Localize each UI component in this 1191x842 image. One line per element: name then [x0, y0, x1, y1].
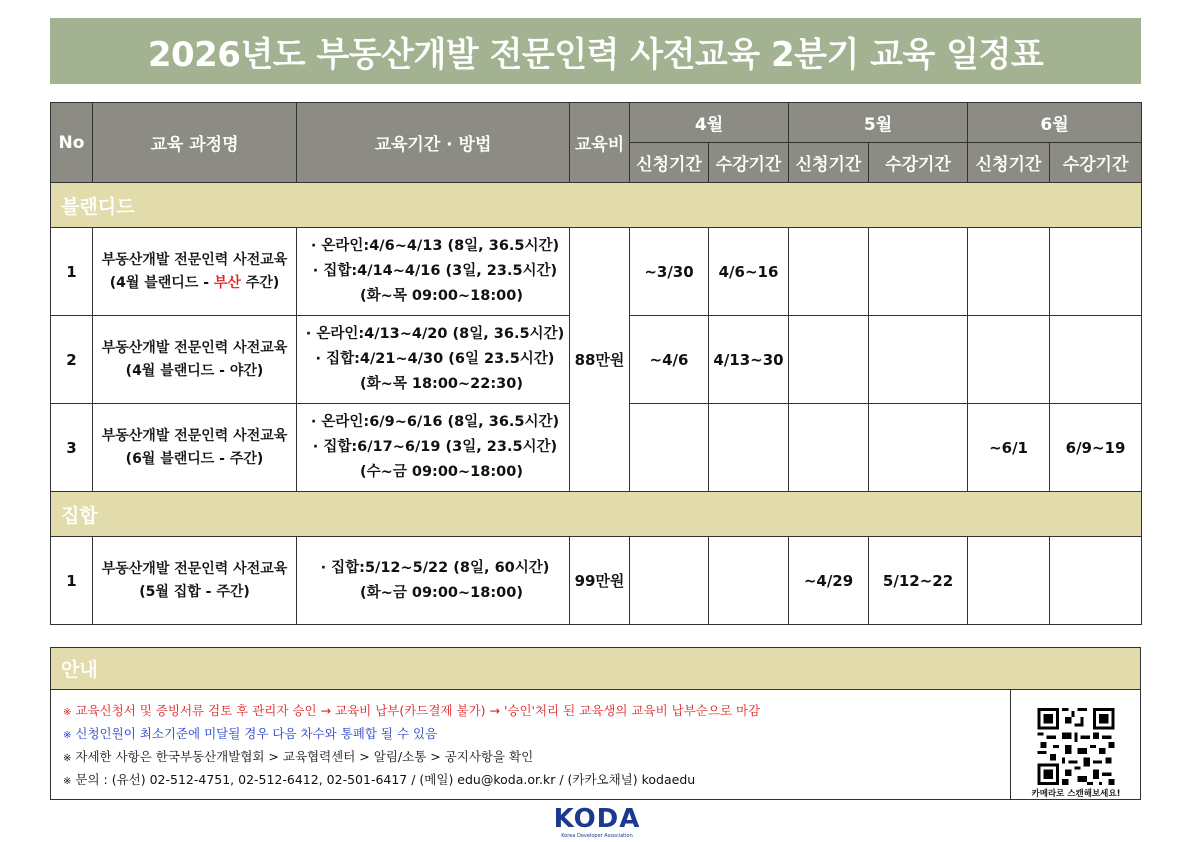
jun-attend-cell	[1050, 316, 1142, 404]
course-period: · 온라인:6/9~6/16 (8일, 36.5시간) · 집합:6/17~6/19 (3일, 23.5시간) (수~금 09:00~18:00)	[297, 404, 570, 492]
header-month-may: 5월	[789, 103, 968, 143]
notice-item: ※ 교육신청서 및 증빙서류 검토 후 관리자 승인 → 교육비 납부(카드결제 불가) → '승인'처리 된 교육생의 교육비 납부순으로 마감	[63, 703, 761, 718]
notice-box	[50, 647, 1141, 800]
header-month-april: 4월	[630, 103, 789, 143]
may-apply-cell	[789, 404, 869, 492]
jun-apply-cell	[968, 537, 1050, 625]
header-apply: 신청기간	[789, 143, 869, 183]
apr-apply-cell: ~3/30	[630, 228, 709, 316]
apr-apply-cell	[630, 537, 709, 625]
row-no: 1	[51, 228, 93, 316]
header-attend: 수강기간	[1050, 143, 1142, 183]
course-period: · 집합:5/12~5/22 (8일, 60시간) (화~금 09:00~18:00)	[297, 537, 570, 625]
may-apply-cell	[789, 316, 869, 404]
notice-item: ※ 자세한 사항은 한국부동산개발협회 > 교육협력센터 > 알림/소통 > 공지사항을 확인	[63, 749, 534, 764]
jun-apply-cell: ~6/1	[968, 404, 1050, 492]
row-no: 2	[51, 316, 93, 404]
qr-caption: 카메라로 스캔해보세요!	[1031, 789, 1121, 799]
course-period: · 온라인:4/6~4/13 (8일, 36.5시간) · 집합:4/14~4/16 (3일, 23.5시간) (화~목 09:00~18:00)	[297, 228, 570, 316]
may-attend-cell: 5/12~22	[869, 537, 968, 625]
table-row	[51, 537, 1142, 625]
apr-attend-cell: 4/6~16	[709, 228, 789, 316]
header-period: 교육기간 · 방법	[297, 103, 570, 183]
may-apply-cell: ~4/29	[789, 537, 869, 625]
section-heading: 집합	[51, 492, 1142, 537]
apr-attend-cell	[709, 404, 789, 492]
page-title: 2026년도 부동산개발 전문인력 사전교육 2분기 교육 일정표	[50, 18, 1141, 84]
header-apply: 신청기간	[968, 143, 1050, 183]
header-no: No	[51, 103, 93, 183]
table-row	[51, 228, 1142, 316]
header-attend: 수강기간	[709, 143, 789, 183]
koda-logo	[552, 806, 642, 838]
jun-attend-cell	[1050, 537, 1142, 625]
course-fee: 88만원	[570, 228, 630, 492]
header-fee: 교육비	[570, 103, 630, 183]
course-name: 부동산개발 전문인력 사전교육 (4월 블랜디드 - 야간)	[93, 316, 297, 404]
course-location-highlight: 부산	[213, 274, 241, 291]
logo-subtitle: Korea Developer Association	[561, 833, 633, 839]
header-course: 교육 과정명	[93, 103, 297, 183]
course-fee: 99만원	[570, 537, 630, 625]
row-no: 1	[51, 537, 93, 625]
notice-item: ※ 문의 : (유선) 02-512-4751, 02-512-6412, 02-501-6417 / (메일) edu@koda.or.kr / (카카오채널) kodaedu	[63, 772, 696, 787]
qr-code-icon[interactable]	[1035, 708, 1117, 785]
jun-attend-cell	[1050, 228, 1142, 316]
may-attend-cell	[869, 228, 968, 316]
jun-apply-cell	[968, 228, 1050, 316]
header-apply: 신청기간	[630, 143, 709, 183]
course-name: 부동산개발 전문인력 사전교육 (4월 블랜디드 - 부산 주간)	[93, 228, 297, 316]
logo-text: KODA	[553, 804, 641, 834]
notice-list	[63, 699, 1008, 791]
course-name: 부동산개발 전문인력 사전교육 (6월 블랜디드 - 주간)	[93, 404, 297, 492]
may-attend-cell	[869, 316, 968, 404]
notice-heading: 안내	[51, 648, 1140, 690]
apr-attend-cell: 4/13~30	[709, 316, 789, 404]
may-apply-cell	[789, 228, 869, 316]
may-attend-cell	[869, 404, 968, 492]
header-attend: 수강기간	[869, 143, 968, 183]
schedule-table	[50, 102, 1142, 625]
jun-apply-cell	[968, 316, 1050, 404]
section-heading: 블랜디드	[51, 183, 1142, 228]
apr-attend-cell	[709, 537, 789, 625]
notice-item: ※ 신청인원이 최소기준에 미달될 경우 다음 차수와 통폐합 될 수 있음	[63, 726, 438, 741]
qr-panel	[1010, 690, 1141, 799]
apr-apply-cell: ~4/6	[630, 316, 709, 404]
row-no: 3	[51, 404, 93, 492]
header-month-june: 6월	[968, 103, 1142, 143]
jun-attend-cell: 6/9~19	[1050, 404, 1142, 492]
apr-apply-cell	[630, 404, 709, 492]
course-name: 부동산개발 전문인력 사전교육 (5월 집합 - 주간)	[93, 537, 297, 625]
course-period: · 온라인:4/13~4/20 (8일, 36.5시간) · 집합:4/21~4/30 (6일 23.5시간) (화~목 18:00~22:30)	[297, 316, 570, 404]
